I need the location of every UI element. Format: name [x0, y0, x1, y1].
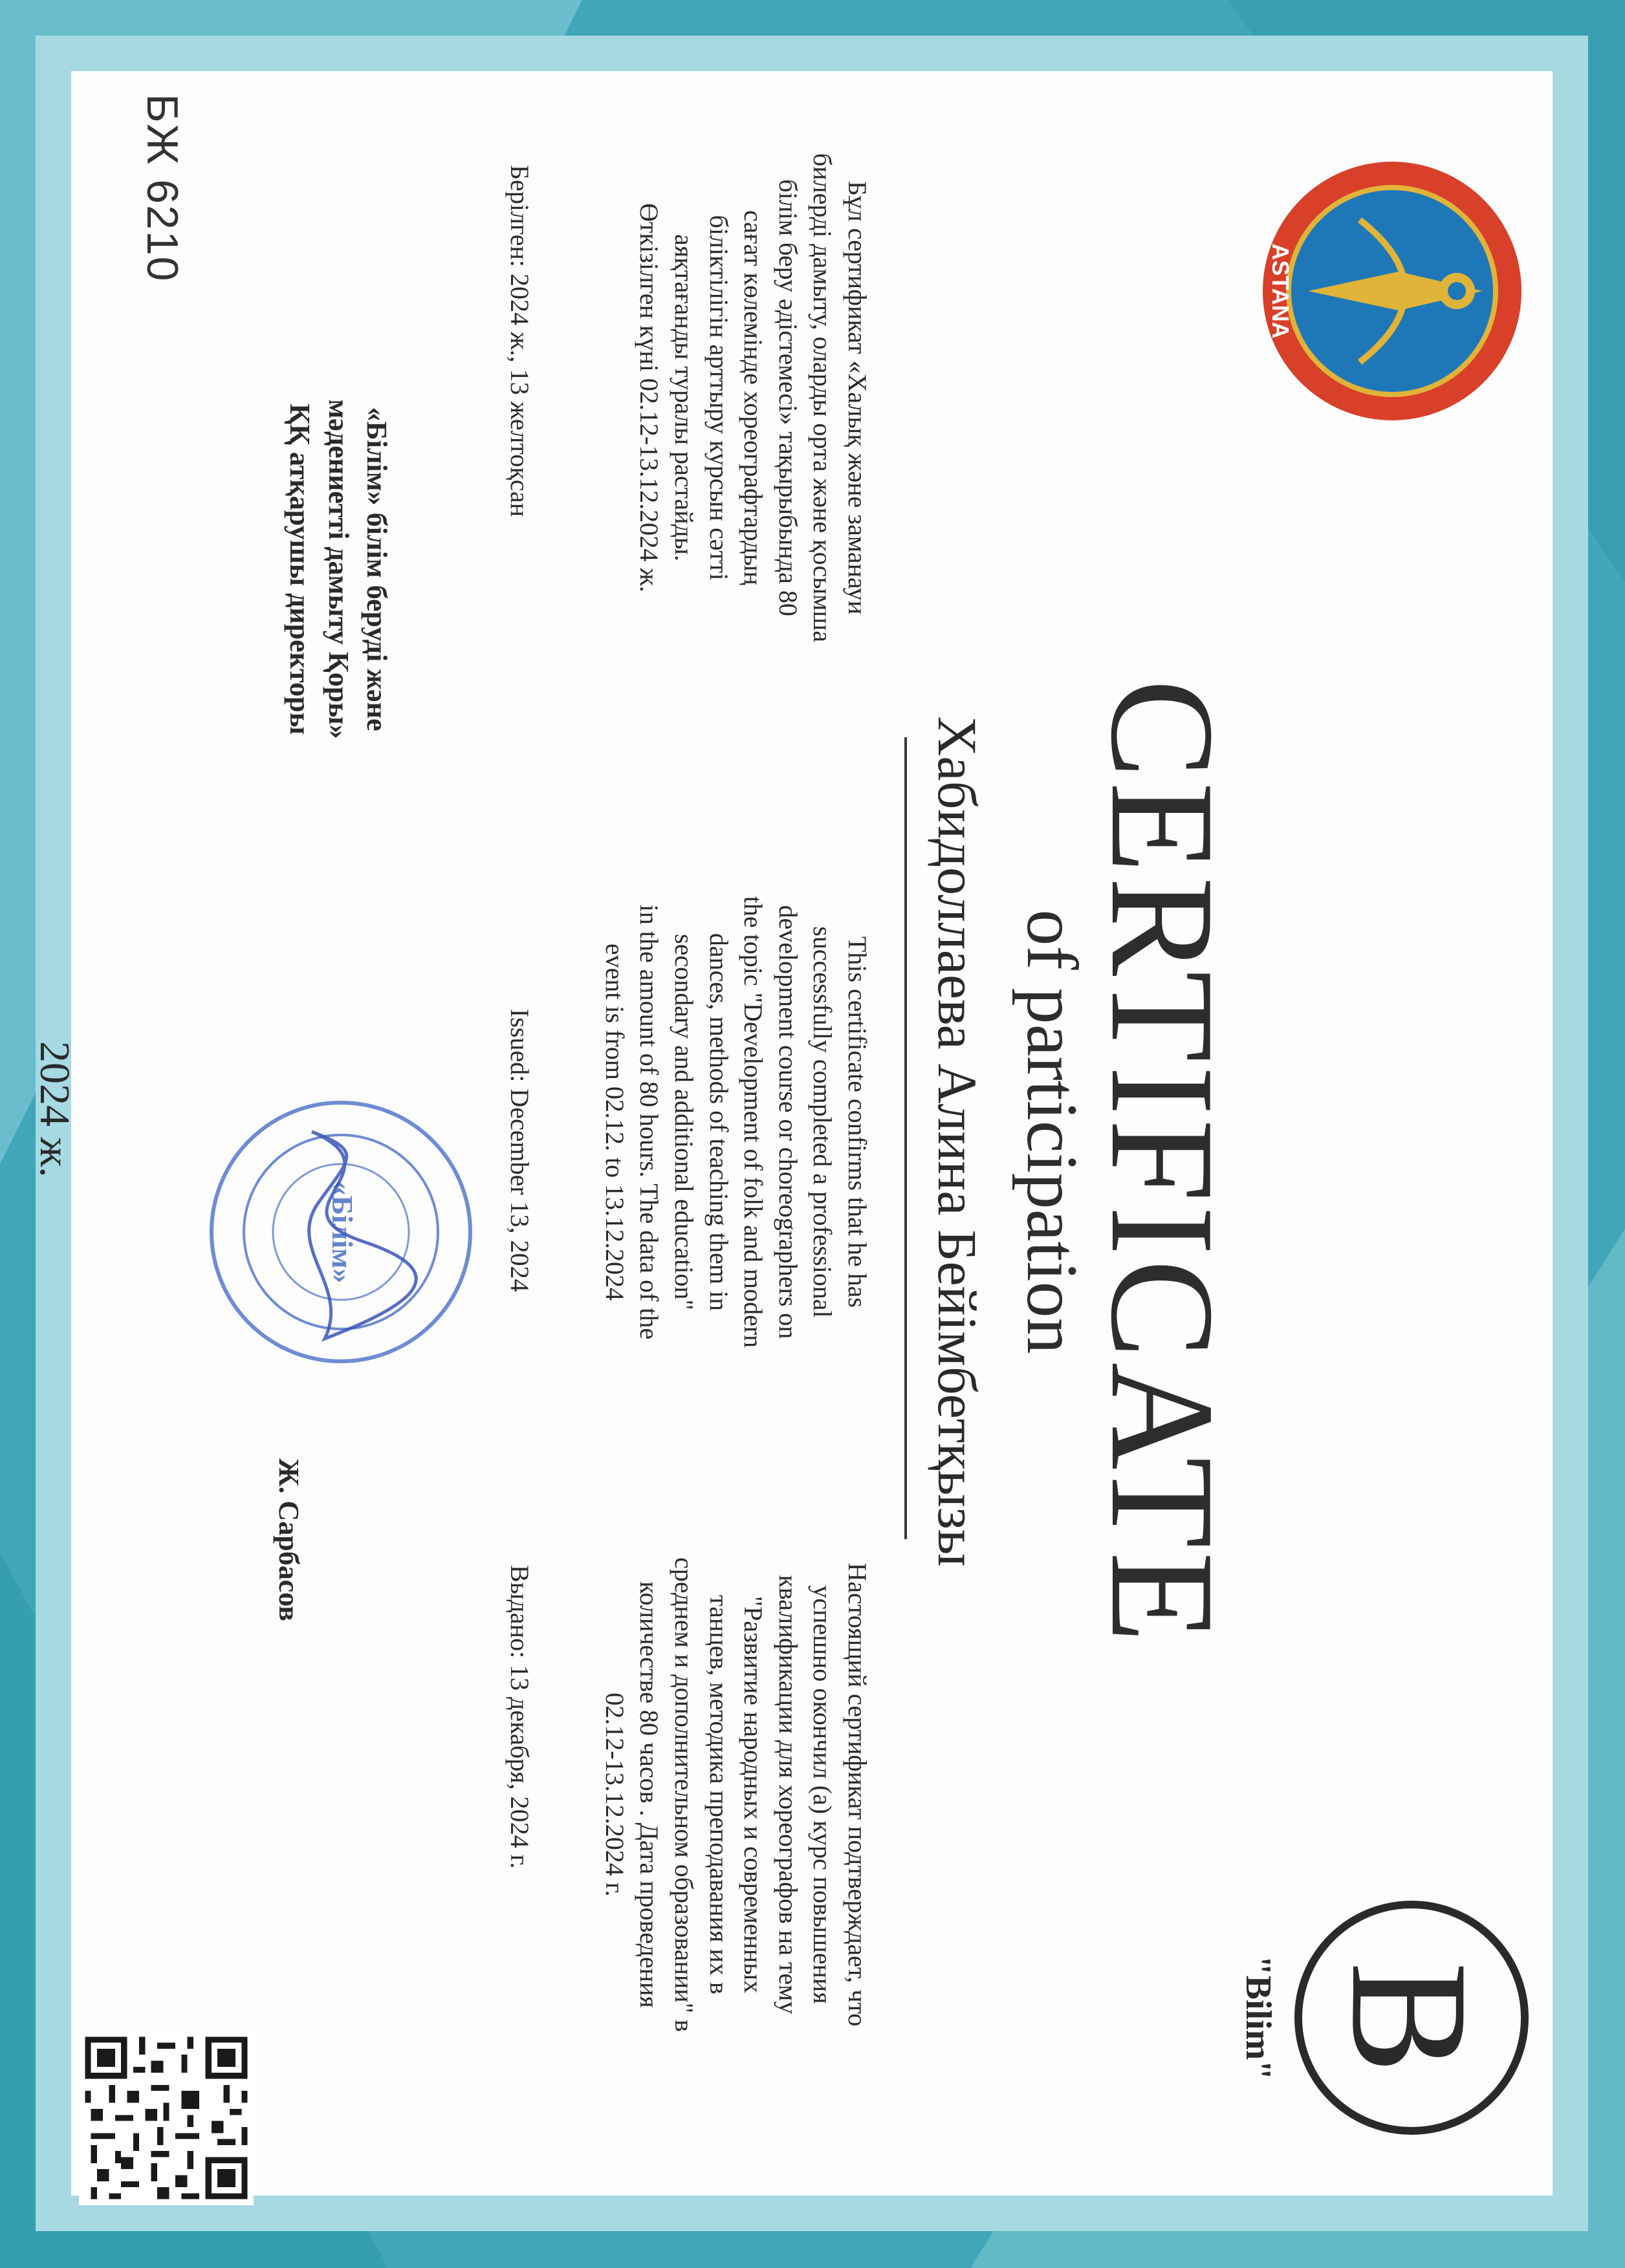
text-line: біліктілігін арттыру курсын сәтті	[704, 215, 734, 581]
text-line: in the amount of 80 hours. The data of the	[635, 904, 664, 1340]
text-line: This certificate confirms that he has	[843, 936, 872, 1308]
qr-code-icon	[79, 2031, 254, 2205]
recipient-name: Хабидоллаева Алина Бейімбетқызы	[926, 716, 988, 1567]
issued-date-kazakh: Берілген: 2024 ж., 13 желтоқсан	[505, 165, 534, 517]
text-line: event is from 02.12. to 13.12.2024	[600, 943, 629, 1301]
english-text-block	[597, 812, 875, 1432]
official-stamp-icon	[202, 1093, 480, 1371]
name-underline	[904, 737, 907, 1539]
issued-date-english: Issued: December 13, 2024	[505, 1009, 534, 1292]
text-line: Настоящий сертификат подтверждает, что	[843, 1562, 872, 2027]
organization-title	[281, 278, 396, 860]
kazakh-text-block	[632, 107, 875, 689]
text-line: аяқтағанды туралы растайды.	[670, 234, 699, 561]
issue-year: 2024 ж.	[31, 1041, 78, 1178]
text-line: танцев, методика преподавания их в	[704, 1595, 734, 1994]
org-line: мәдениетті дамыту Қоры»	[322, 399, 354, 739]
astana-emblem-icon	[1256, 155, 1528, 427]
org-line: ҚҚ атқарушы директоры	[284, 404, 316, 735]
text-line: "Развитие народных и современных	[739, 1595, 769, 1994]
certificate-subtitle: of participation	[1012, 909, 1092, 1354]
logo-caption: "Bilim"	[1238, 1955, 1278, 2080]
text-line: Бұл сертификат «Халық және заманауи	[843, 180, 872, 615]
text-line: успешно окончил (а) курс повышения	[808, 1585, 838, 2004]
issued-date-russian: Выдано: 13 декабря, 2024 г.	[505, 1565, 534, 1869]
text-line: количестве 80 часов . Дата проведения	[635, 1581, 664, 2008]
text-line: среднем и дополнительном образовании" в	[670, 1557, 699, 2032]
text-line: the topic "Development of folk and modern	[739, 896, 769, 1348]
text-line: Өткізілген күні 02.12-13.12.2024 ж.	[635, 203, 664, 592]
text-line: білім беру әдістемесі» тақырыбында 80	[773, 179, 803, 616]
logo-letter: B	[1316, 1961, 1503, 2074]
text-line: квалификации для хореографов на тему	[773, 1575, 803, 2014]
text-line: secondary and additional education"	[670, 934, 699, 1310]
signer-name: Ж. Сарбасов	[273, 1458, 305, 1621]
text-line: сағат көлемінде хореографтардың	[739, 210, 769, 585]
stamp-center-text: «Білім»	[326, 1180, 359, 1284]
text-line: билерді дамыту, оларды орта және қосымша	[808, 153, 838, 643]
org-line: «Білім» білім берудi және	[361, 407, 393, 731]
emblem-text: ASTANA	[1267, 243, 1294, 339]
certificate-title: CERTIFICATE	[1080, 679, 1245, 1647]
text-line: development course or choreographers on	[773, 905, 803, 1339]
bilim-logo-icon	[1237, 1882, 1541, 2154]
text-line: successfully completed a professional	[808, 926, 838, 1318]
text-line: dances, methods of teaching them in	[704, 933, 734, 1312]
russian-text-block	[597, 1487, 875, 2102]
text-line: 02.12-13.12.2024 г.	[600, 1692, 629, 1897]
certificate-number: БЖ 6210	[138, 94, 187, 283]
